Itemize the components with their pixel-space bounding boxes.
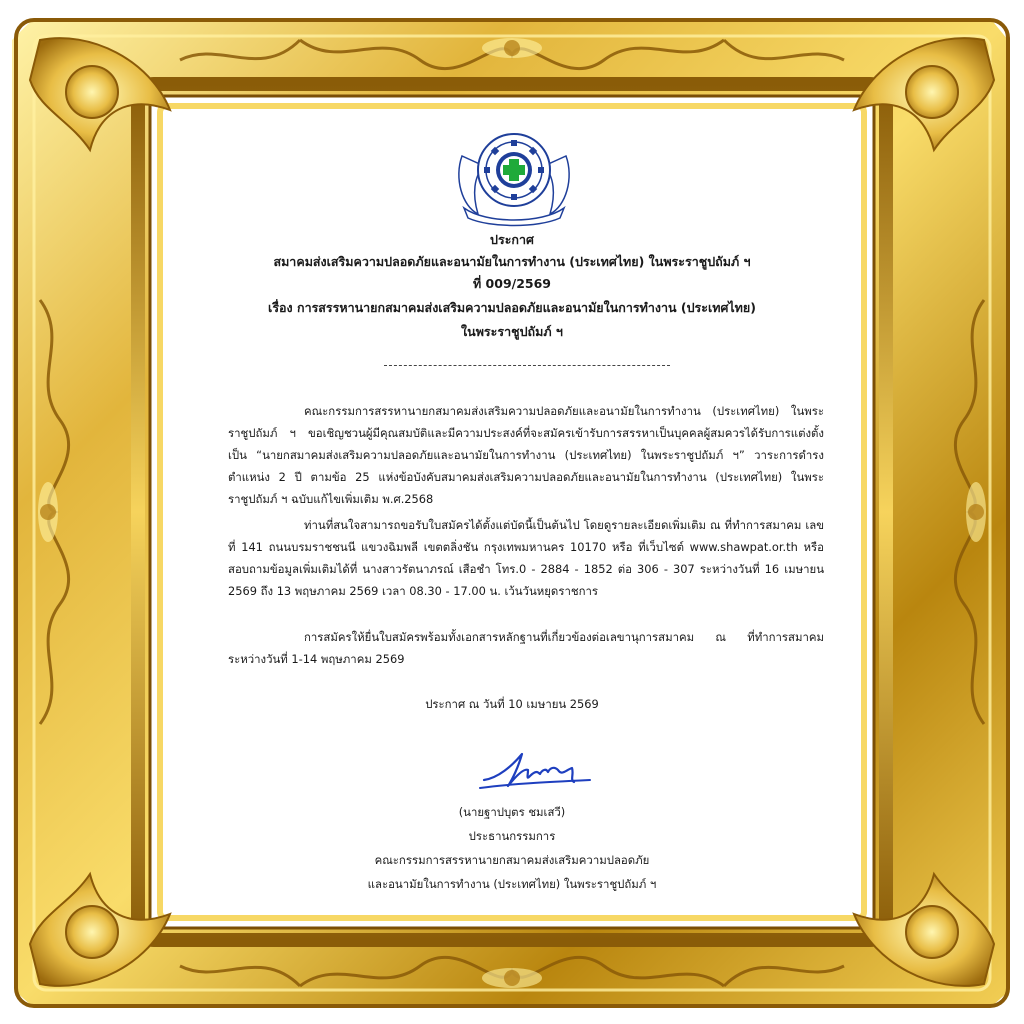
association-name: สมาคมส่งเสริมความปลอดภัยและอนามัยในการทำงาน (ประเทศไทย) ในพระราชูปถัมภ์ ฯ [273, 254, 751, 269]
signatory-name: (นายฐาปบุตร ชมเสวี) [458, 805, 566, 819]
announcement-label: ประกาศ [490, 232, 534, 247]
announcement-number: ที่ 009/2569 [472, 276, 552, 291]
paragraph-invitation: คณะกรรมการสรรหานายกสมาคมส่งเสริมความปลอดภัยและอนามัยในการทำงาน (ประเทศไทย) ในพระราชูปถัมภ์ ฯ ขอเชิญชวนผู้มีคุณสมบัติและมีความประสงค์ที่จะสมัครเข้ารับการสรรหาเป็นบุคคลผู้สมควรได้รับการแต่งตั้งเป็น “นายกสมาคมส่งเสริมความปลอดภัยและอนามัยในการทำงาน (ประเทศไทย) ในพระราชูปถัมภ์ ฯ” วาระการดำรงตำแหน่ง 2 ปี ตามข้อ 25 แห่งข้อบังคับสมาคมส่งเสริมความปลอดภัยและอนามัยในการทำงาน (ประเทศไทย) ในพระราชูปถัมภ์ ฯ ฉบับแก้ไขเพิ่มเติม พ.ศ.2568 [228, 404, 824, 506]
paragraph-application-details: ท่านที่สนใจสามารถขอรับใบสมัครได้ตั้งแต่บัดนี้เป็นต้นไป โดยดูรายละเอียดเพิ่มเติม ณ ที่ทำการสมาคม เลขที่ 141 ถนนบรมราชชนนี แขวงฉิมพลี เขตตลิ่งชัน กรุงเทพมหานคร 10170 หรือ ที่เว็บไซต์ www.shawpat.or.th หรือสอบถามข้อมูลเพิ่มเติมได้ที่ นางสาวรัตนาภรณ์ เสือชำ โทร.0 - 2884 - 1852 ต่อ 306 - 307 ระหว่างวันที่ 16 เมษายน 2569 ถึง 13 พฤษภาคม 2569 เวลา 08.30 - 17.00 น. เว้นวันหยุดราชการ [228, 518, 824, 598]
announcement-date: ประกาศ ณ วันที่ 10 เมษายน 2569 [425, 697, 599, 711]
paragraph-submission: การสมัครให้ยื่นใบสมัครพร้อมทั้งเอกสารหลักฐานที่เกี่ยวข้องต่อเลขานุการสมาคม ณ ที่ทำการสมาคม ระหว่างวันที่ 1-14 พฤษภาคม 2569 [228, 630, 824, 666]
signatory-committee-line2: และอนามัยในการทำงาน (ประเทศไทย) ในพระราชูปถัมภ์ ฯ [367, 877, 657, 891]
association-logo [456, 128, 572, 228]
signatory-committee-line1: คณะกรรมการสรรหานายกสมาคมส่งเสริมความปลอดภัย [374, 853, 650, 867]
signatory-title: ประธานกรรมการ [468, 829, 556, 843]
divider-rule [384, 365, 670, 366]
announcement-document [172, 118, 852, 908]
subject-line-continued: ในพระราชูปถัมภ์ ฯ [461, 324, 563, 339]
subject-line: เรื่อง การสรรหานายกสมาคมส่งเสริมความปลอดภัยและอนามัยในการทำงาน (ประเทศไทย) [268, 300, 756, 315]
handwritten-signature [478, 746, 598, 796]
